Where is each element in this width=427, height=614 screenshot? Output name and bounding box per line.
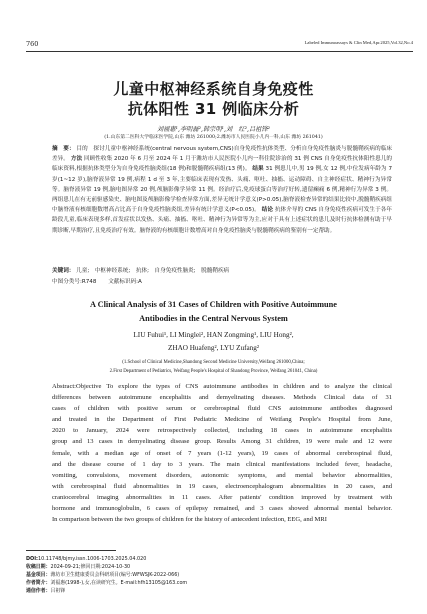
abstract-en-line: Abstract:Objective To explore the types of CNS autoimmune antibodies in children and to analyze the clinical bbox=[52, 383, 392, 390]
abstract-en-line: with cerebrospinal fluid abnormalities in 19 cases, electroencephalogram abnormalities in 20 cases, and bbox=[52, 482, 392, 490]
abstract-cn bbox=[52, 144, 392, 236]
abstract-en-line: hormone and immunoglobulin, 6 cases of epilepsy remained, and 3 cases showed abnormal mental behavior. bbox=[52, 505, 392, 513]
footnote-value: 10.11748/bjmy.issn.1006-1703.2025.04.020 bbox=[38, 556, 147, 562]
footnote-rule bbox=[26, 550, 116, 551]
footnote-label: 基金项目： bbox=[26, 572, 51, 579]
classification-cn bbox=[52, 277, 392, 285]
affiliation-cn: (1.山东第二医科大学临床医学院,山东 潍坊 261000;2.潍坊市人民医院小儿内一科,山东 潍坊 261041) bbox=[104, 135, 323, 140]
abstract-cn-label: 摘 要： bbox=[52, 146, 75, 152]
abstract-en bbox=[52, 381, 392, 525]
abstract-en-line: vomiting, convulsions, movement disorders, autonomic symptoms, and mental behavior abnormalities, bbox=[52, 471, 392, 479]
running-head bbox=[26, 40, 413, 50]
abstract-en-line: and the disease course of 1 day to 3 years. The main clinical manifestations included fever, headache, bbox=[52, 460, 392, 468]
abstract-cn-conclusion: 抗体介导的 CNS 自身免疫性疾病可发生于各年龄段儿童,临床表现多样,首发症状以发热、头痛、抽搐、呕吐、精神行为异常等为主,应对于具有上述症状的患儿及时行抗体检测有助于早期诊断,早期治疗,且免疫治疗有效。脑脊液的有核细胞计数增高对自身免疫性脑炎与脱髓鞘疾病的鉴别有一定帮助。 bbox=[52, 207, 392, 234]
abstract-cn-conclusion-label: 结论 bbox=[261, 207, 274, 214]
footnote-doi bbox=[26, 555, 406, 563]
header-rule bbox=[26, 51, 413, 52]
abstract-en-line: 2020 to January, 2024 were retrospectively collected, including 18 cases in autoimmune encephalitis bbox=[52, 427, 392, 435]
abstract-en-line: group and 13 cases in demyelinating disease group. Results Among 31 children, 19 were male and 12 were bbox=[52, 438, 392, 446]
keywords-cn-label: 关键词： bbox=[52, 268, 75, 274]
abstract-cn-methods: 回顾性收集 2020 年 6 月至 2024 年 1 月于潍坊市人民医院小儿内一科住院诊治的 31 例 CNS 自身免疫性抗体阳性患儿的临床资料,根据抗体类型分为自身免疫性脑炎组(18 例)和脱髓鞘疾病组(13 例)。 bbox=[52, 156, 393, 173]
abstract-en-line: and treated in the Department of First Pediatric Medicine of Weifang People's Hospital from June, bbox=[52, 416, 392, 424]
clc-number: 中图分类号:R748 bbox=[52, 279, 97, 285]
footnote-label: 收稿日期： bbox=[26, 564, 51, 571]
title-cn-line-2: 抗体阳性 31 例临床分析 bbox=[127, 100, 300, 118]
footnote-author-bio bbox=[26, 579, 406, 587]
document-code: 文献标识码:A bbox=[108, 279, 142, 285]
authors-en-line-1: LIU Fuhui¹, LI Minglei², HAN Zongming¹, LIU Hong², bbox=[133, 331, 294, 339]
abstract-en-line: differences between autoimmune encephalitis and demyelinating diseases. Methods Clinical data of 31 bbox=[52, 394, 392, 402]
footnote-label: DOI: bbox=[26, 556, 38, 562]
abstract-cn-objective: 目的 探讨儿童中枢神经系统(central nervous system,CNS)自身免疫性抗体类型、分析自身免疫性脑炎与脱髓鞘疾病的临床差异。 bbox=[52, 146, 392, 163]
footnote-corresponding-author bbox=[26, 587, 406, 595]
abstract-en-line: In comparison between the two groups of children for the history of antecedent infection, EEG, and MRI bbox=[52, 516, 327, 524]
abstract-en-line: female, with a median age of onset of 7 years (1-12 years), 19 cases of abnormal cerebrospinal fluid, bbox=[52, 449, 392, 457]
footnote-value: 2024-09-21;修回日期:2024-10-30 bbox=[50, 564, 131, 571]
title-en-line-2: Antibodies in the Central Nervous System bbox=[139, 314, 288, 323]
page-number: 760 bbox=[26, 40, 39, 48]
footnote-value: 吕祖锋 bbox=[50, 588, 66, 595]
abstract-cn-results: 31 例患儿中,男 19 例,女 12 例,中位发病年龄为 7 岁(1~12 岁),脑脊液异常 19 例,病程 1 d 至 3 年,主要临床表现有发热、头痛、呕吐、抽搐、运动障碍、自主神经症状、精神行为异常等。脑脊液异常 19 例,脑电图异常 20 例,颅脑影像学异常 11 例。经治疗后,免疫球蛋白等治疗好转,遗留癫痫 6 例,精神行为异常 3 例。两组患儿在有无前驱感染史、脑电图及颅脑影像学检查异常方面,差异无统计学意义(P>0.05),脑脊液检查异常的结果比较中,脱髓鞘疾病组中脑脊液有核细胞数增高占比高于自身免疫性脑炎组,差异有统计学意义(P<0.05)。 bbox=[52, 166, 393, 214]
abstract-en-line: cases of children with positive serum or cerebrospinal fluid CNS autoimmune antibodies diagnosed bbox=[52, 405, 392, 413]
footnote-received bbox=[26, 563, 406, 571]
abstract-cn-methods-label: 方法 bbox=[70, 156, 83, 163]
authors-en-line-2: ZHAO Huafeng², LYU Zufang² bbox=[167, 344, 259, 352]
footnote-label: 通信作者： bbox=[26, 588, 51, 595]
footnote-value: 刘福惠(1998-),女,在读研究生。E-mail:hfh13105@163.com bbox=[50, 580, 188, 587]
title-cn-line-1: 儿童中枢神经系统自身免疫性 bbox=[113, 80, 314, 98]
footnote-value: 潍坊市卫生健康委员会科研项目(编号:WFWSJK-2022-066) bbox=[50, 572, 180, 579]
abstract-en-line: craniocerebral imaging abnormalities in 11 cases. After patients' condition improved by treatment with bbox=[52, 493, 392, 501]
footnote-funding bbox=[26, 571, 406, 579]
affiliation-en-line-1: (1.School of Clinical Medicine,Shandong Second Medicine University,Weifang 261000,China; bbox=[122, 360, 305, 365]
title-en-line-1: A Clinical Analysis of 31 Cases of Children with Positive Autoimmune bbox=[90, 300, 337, 309]
journal-citation: Labeled Immunoassays & Clin Med,Apr.2025,Vol.32,No.4 bbox=[304, 40, 413, 45]
keywords-cn-value: 儿童; 中枢神经系统; 抗体; 自身免疫性脑炎; 脱髓鞘疾病 bbox=[76, 268, 230, 274]
affiliation-en-line-2: 2.First Department of Pediatrics, Weifang People's Hospital of Shandong Province, Weifang 261041, China) bbox=[109, 369, 318, 374]
footnotes bbox=[26, 555, 406, 595]
abstract-cn-results-label: 结果 bbox=[252, 166, 264, 173]
authors-cn: 刘福惠¹,李明磊²,韩宗明¹,刘 红²,吕祖锋² bbox=[156, 126, 271, 133]
keywords-cn bbox=[52, 266, 392, 274]
footnote-label: 作者简介： bbox=[26, 580, 51, 587]
